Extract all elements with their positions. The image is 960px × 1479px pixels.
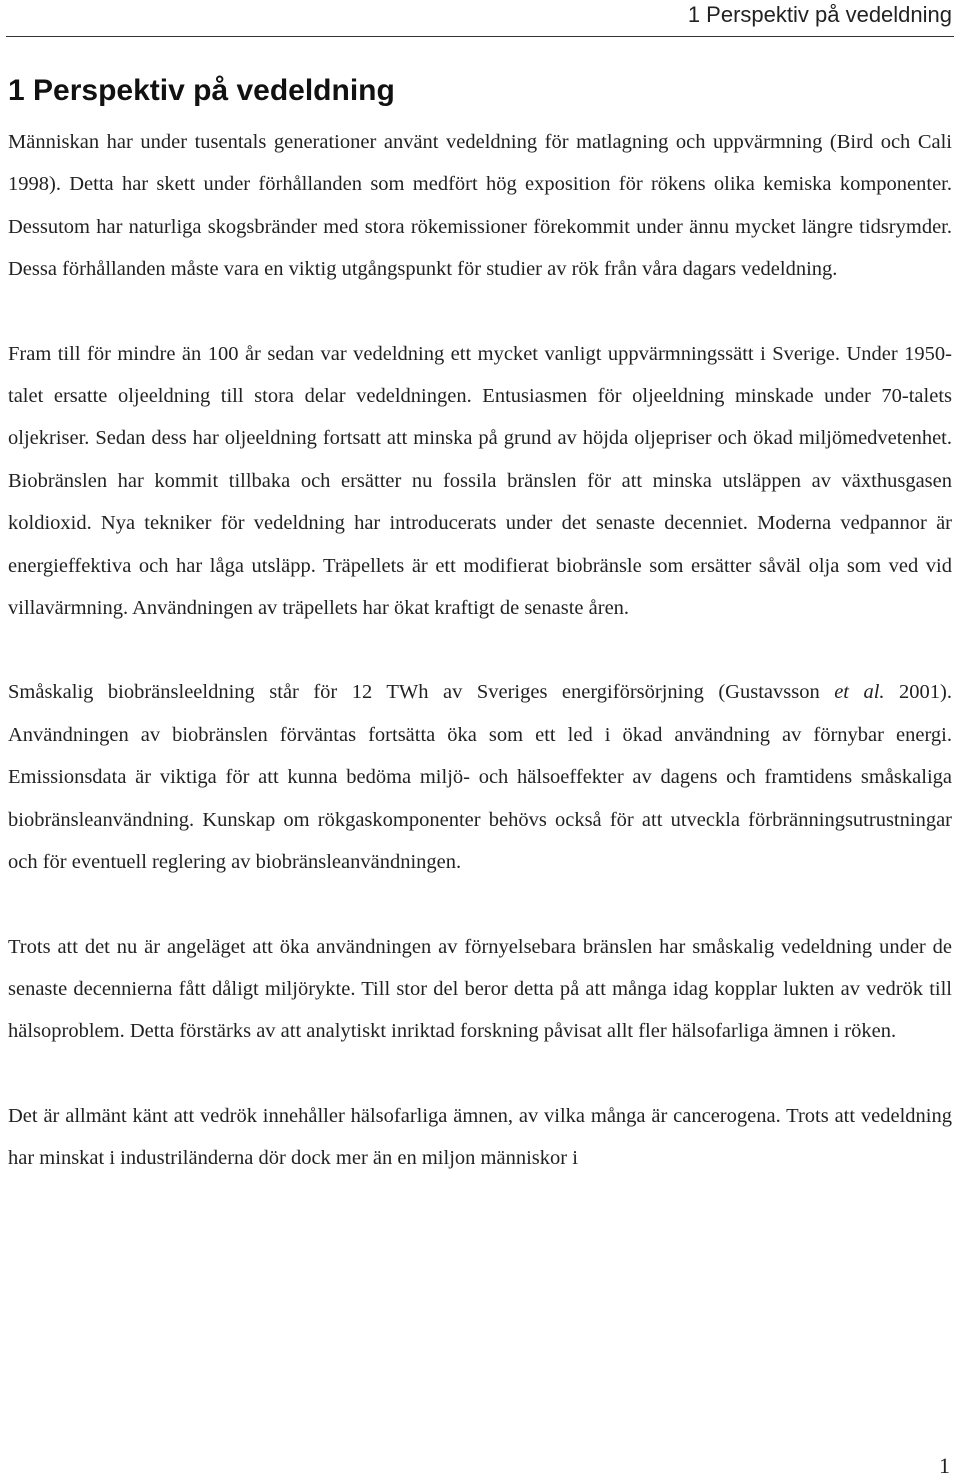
- paragraph-3-text-after: 2001). Användningen av biobränslen förväntas fortsätta öka som ett led i ökad användning av förnybar energi. Emissionsdata är viktiga för att kunna bedöma miljö- och hälsoeffekter av dagens och framtidens småskaliga biobränsleanvändning. Kunskap om rökgaskomponenter behövs också för att utveckla förbränningsutrustningar och för eventuell reglering av biobränsleanvändningen.: [8, 681, 952, 874]
- paragraph-4: Trots att det nu är angeläget att öka användningen av förnyelsebara bränslen har småskalig vedeldning under de senaste decennierna fått dåligt miljörykte. Till stor del beror detta på att många idag kopplar lukten av vedrök till hälsoproblem. Detta förstärks av att analytiskt inriktad forskning påvisat allt fler hälsofarliga ämnen i röken.: [8, 935, 952, 1043]
- paragraph-5: Det är allmänt känt att vedrök innehåller hälsofarliga ämnen, av vilka många är cancerogena. Trots att vedeldning har minskat i industriländerna dör dock mer än en miljon människor i: [8, 1104, 952, 1170]
- paragraph-3: [8, 671, 952, 883]
- citation-et-al: et al.: [834, 681, 885, 704]
- paragraph-3-text-before: Småskalig biobränsleeldning står för 12 TWh av Sveriges energiförsörjning (Gustavsson: [8, 681, 835, 704]
- body-text: [8, 121, 952, 1180]
- paragraph-2: Fram till för mindre än 100 år sedan var vedeldning ett mycket vanligt uppvärmningssätt i Sverige. Under 1950-talet ersatte oljeeldning till stora delar vedeldningen. Entusiasmen för oljeeldning minskade under 70-talets oljekriser. Sedan dess har oljeeldning fortsatt att minska på grund av höjda oljepriser och ökad miljömedvetenhet. Biobränslen har kommit tillbaka och ersätter nu fossila bränslen för att minska utsläppen av växthusgasen koldioxid. Nya tekniker för vedeldning har introducerats under det senaste decenniet. Moderna vedpannor är energieffektiva och har låga utsläpp. Träpellets är ett modifierat biobränsle som ersätter såväl olja som ved vid villavärmning. Användningen av träpellets har ökat kraftigt de senaste åren.: [8, 342, 952, 620]
- header-rule: [6, 36, 954, 37]
- paragraph-1: Människan har under tusentals generationer använt vedeldning för matlagning och uppvärmning (Bird och Cali 1998). Detta har skett under förhållanden som medfört hög exposition för rökens olika kemiska komponenter. Dessutom har naturliga skogsbränder med stora rökemissioner förekommit under ännu mycket längre tidsrymder. Dessa förhållanden måste vara en viktig utgångspunkt för studier av rök från våra dagars vedeldning.: [8, 131, 952, 281]
- running-header: 1 Perspektiv på vedeldning: [687, 2, 952, 27]
- chapter-title: 1 Perspektiv på vedeldning: [8, 74, 395, 107]
- page-number: 1: [939, 1453, 950, 1478]
